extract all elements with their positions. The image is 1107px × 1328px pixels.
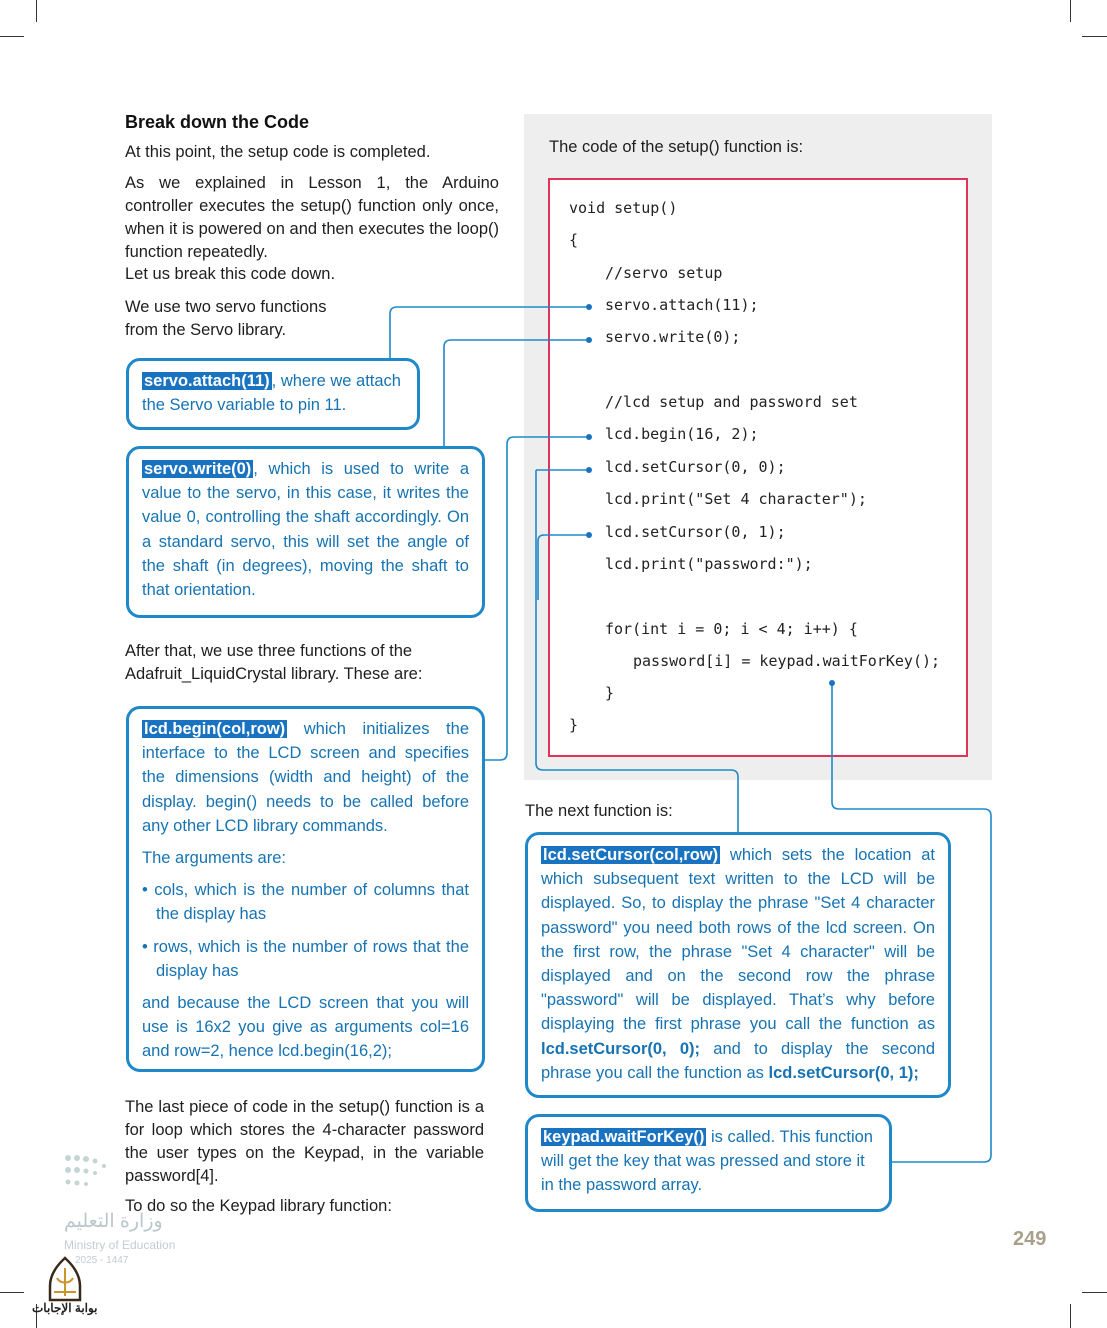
box-text: and to display the second phrase you call the function as: [541, 1039, 936, 1082]
ministry-logo-dots-icon: [62, 1152, 122, 1192]
code-line: lcd.print("Set 4 character");: [605, 490, 867, 508]
code-line: //lcd setup and password set: [605, 393, 858, 411]
connector-dot: [586, 304, 592, 310]
connector-attach: [390, 307, 589, 358]
keypad-waitforkey-box: [525, 1114, 892, 1212]
code-line: servo.attach(11);: [605, 296, 759, 314]
box-text: and because the LCD screen that you will use is 16x2 you give as arguments col=16 and row=2, hence lcd.begin(16,2);: [142, 994, 469, 1061]
watermark-english: Ministry of Education: [64, 1238, 176, 1252]
code-line: {: [569, 231, 579, 249]
watermark-site: بوابة الإجابات: [32, 1301, 98, 1315]
paragraph: After that, we use three functions of the Adafruit_LiquidCrystal library. These are:: [125, 642, 423, 683]
paragraph: Let us break this code down.: [125, 265, 336, 283]
site-logo-icon: [44, 1256, 86, 1302]
code-line: lcd.setCursor(0, 0);: [605, 458, 786, 476]
code-highlight: lcd.begin(col,row): [144, 720, 286, 738]
box-text: which sets the location at which subsequent text written to the LCD will be displayed. So, to display the phrase "Set 4 character password" you need both rows of the lcd screen. On the first row, the phrase "Set 4 character" will be displayed and on the second row the phrase "password" will be displayed. That’s why before displaying the first phrase you call the function as: [541, 846, 935, 1034]
page-number: 249: [1013, 1228, 1047, 1250]
connector-dot: [829, 680, 835, 686]
paragraph: The next function is:: [525, 802, 673, 820]
connector-dot: [586, 532, 592, 538]
code-line: lcd.print("password:");: [605, 555, 813, 573]
code-highlight: servo.attach(11): [144, 372, 270, 390]
code-line: password[i] = keypad.waitForKey();: [633, 652, 941, 670]
connector-setcursor-2: [538, 535, 589, 600]
bullet-item: • rows, which is the number of rows that the display has: [142, 937, 469, 980]
paragraph: As we explained in Lesson 1, the Arduino controller executes the setup() function only once, when it is powered on and then executes the loop() function repeatedly.: [125, 174, 499, 261]
lcd-setcursor-box: [525, 832, 951, 1098]
code-line: }: [569, 716, 579, 734]
code-line: lcd.begin(16, 2);: [605, 425, 759, 443]
servo-attach-box: [126, 358, 420, 430]
code-highlight: keypad.waitForKey(): [543, 1128, 705, 1146]
lcd-begin-box: [126, 706, 485, 1072]
box-text: , which is used to write a value to the servo, in this case, it writes the value 0, controlling the shaft accordingly. On a standard servo, this will set the angle of the shaft (in degrees), moving the shaft to that orientation.: [142, 460, 469, 600]
code-highlight: servo.write(0): [144, 460, 252, 478]
watermark-year: 2025 - 1447: [75, 1255, 129, 1266]
code-line: for(int i = 0; i < 4; i++) {: [605, 620, 858, 638]
code-line: servo.write(0);: [605, 328, 741, 346]
box-text: which initializes the interface to the LCD screen and specifies the dimensions (width and height) of the display. begin() needs to be called before any other LCD library commands.: [142, 720, 469, 835]
box-bold-text: lcd.setCursor(0, 1);: [768, 1063, 919, 1082]
paragraph: At this point, the setup code is completed.: [125, 143, 431, 161]
paragraph: from the Servo library.: [125, 321, 287, 339]
code-line: }: [605, 684, 615, 702]
code-line: lcd.setCursor(0, 1);: [605, 523, 786, 541]
paragraph: The last piece of code in the setup() function is a for loop which stores the 4-character password the user types on the Keypad, in the variable password[4].: [125, 1098, 484, 1185]
code-intro: The code of the setup() function is:: [549, 138, 804, 156]
box-text: is called. This function will get the key that was pressed and store it in the password array.: [541, 1128, 873, 1195]
connector-dot: [586, 434, 592, 440]
bullet-item: • cols, which is the number of columns that the display has: [142, 881, 469, 924]
watermark-arabic: وزارة التعليم: [64, 1211, 163, 1232]
connector-dot: [586, 467, 592, 473]
box-bold-text: lcd.setCursor(0, 0);: [541, 1039, 701, 1058]
servo-write-box: [126, 446, 485, 618]
connector-begin: [485, 437, 589, 760]
paragraph: We use two servo functions: [125, 298, 327, 316]
connector-write: [444, 340, 589, 448]
code-line: void setup(): [569, 199, 678, 217]
paragraph: To do so the Keypad library function:: [125, 1197, 392, 1215]
box-text: The arguments are:: [142, 849, 286, 868]
code-line: //servo setup: [605, 264, 723, 282]
connector-dot: [586, 337, 592, 343]
connector-setcursor-1: [536, 470, 738, 832]
box-text: , where we attach the Servo variable to pin 11.: [142, 372, 401, 415]
code-highlight: lcd.setCursor(col,row): [543, 846, 719, 864]
section-heading: Break down the Code: [125, 112, 310, 132]
